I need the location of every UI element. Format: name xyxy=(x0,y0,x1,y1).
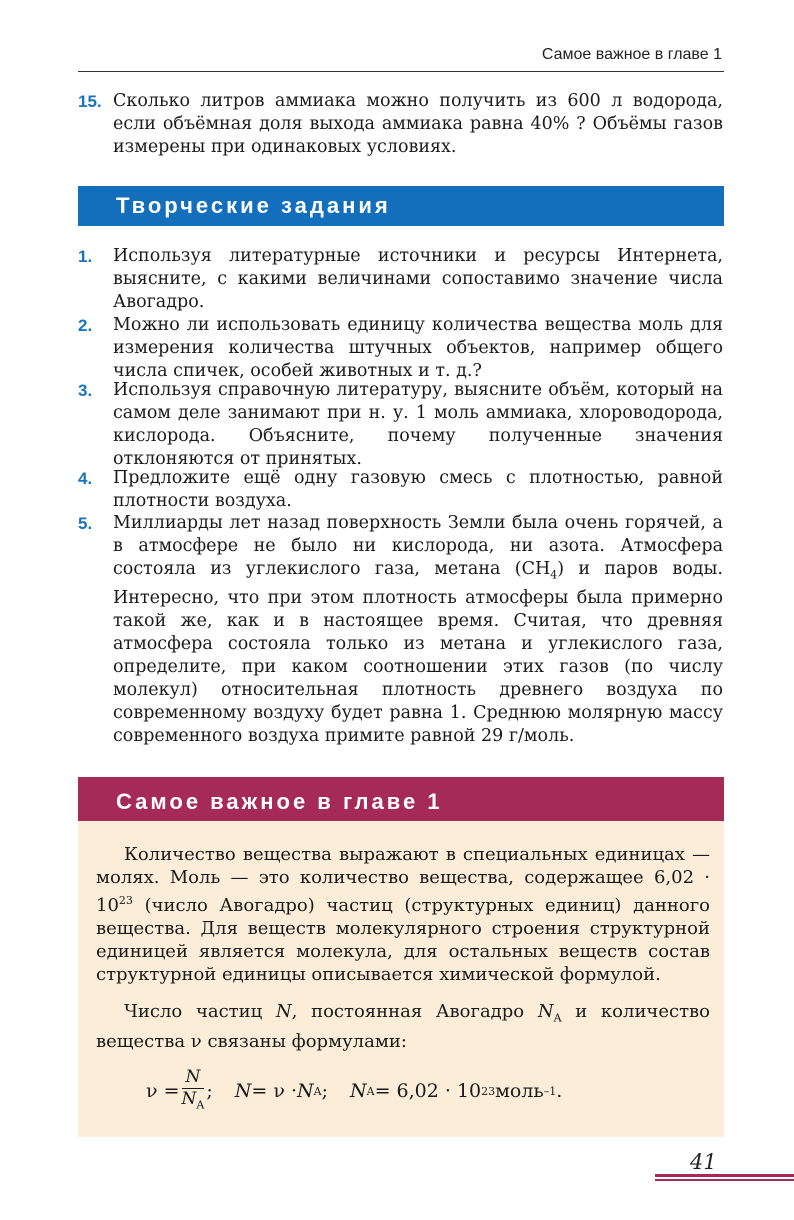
formula-line: ν = $\frac{N}{N_A}$ ; N = ν · N A ; N A = 6,02 · 10 23 моль –1 . xyxy=(146,1066,562,1116)
header-rule xyxy=(78,71,724,72)
item-number: 15. xyxy=(78,92,102,111)
summary-paragraph-2: Число частиц N, постоянная Авогадро $N_A$ и количество вещества ν связаны формулами: xyxy=(96,1001,710,1052)
creative-tasks-heading: Творческие задания xyxy=(78,186,724,226)
item-number: 1. xyxy=(78,247,93,266)
item-text: Миллиарды лет назад поверхность Земли была очень горячей, а в атмосфере не было ни кислорода, ни азота. Атмосфера состояла из углекислого газа, метана $(CH_4)$ и паров воды. Интересно, что при этом плотность атмосферы была примерно такой же, как и в настоящее время. Считая, что древняя атмосфера состояла только из метана и углекислого газа, определите, при каком соотношении этих газов (по числу молекул) относительная плотность древнего воздуха по современному воздуху будет равна 1. Среднюю молярную массу современного воздуха примите равной 29 г/моль. xyxy=(113,513,723,746)
item-text: Используя справочную литературу, выясните объём, который на самом деле занимают при н. у. 1 моль аммиака, хлороводорода, кислорода. Объясните, почему полученные значения отклоняются от принятых. xyxy=(113,380,723,469)
item-text: Сколько литров аммиака можно получить из 600 л водорода, если объёмная доля выхода аммиака равна 40% ? Объёмы газов измерены при одинаковых условиях. xyxy=(113,91,723,157)
fraction: $\frac{N}{N_A}$ xyxy=(181,1066,205,1112)
summary-heading: Самое важное в главе 1 xyxy=(78,777,724,821)
summary-paragraph-1: Количество вещества выражают в специальных единицах — молях. Моль — это количество вещества, содержащее $6,02 \cdot 10^{23}$ (число Авогадро) частиц (структурных единиц) данного вещества. Для веществ молекулярного строения структурной единицей является молекула, для остальных веществ состав структурной единицы описывается химической формулой. xyxy=(96,844,710,985)
footer-rule xyxy=(655,1174,794,1177)
item-text: Используя литературные источники и ресурсы Интернета, выясните, с какими величинами сопоставимо значение числа Авогадро. xyxy=(113,246,723,312)
item-text: Можно ли использовать единицу количества вещества моль для измерения количества штучных объектов, например общего числа спичек, особей животных и т. д.? xyxy=(113,315,723,381)
subscript: 4 xyxy=(550,568,558,582)
item-number: 5. xyxy=(78,514,93,533)
footer-rule xyxy=(655,1179,794,1181)
item-number: 3. xyxy=(78,381,93,400)
item-number: 4. xyxy=(78,469,93,488)
running-head: Самое важное в главе 1 xyxy=(541,46,722,63)
item-text: Предложите ещё одну газовую смесь с плотностью, равной плотности воздуха. xyxy=(113,468,723,511)
item-number: 2. xyxy=(78,316,93,335)
page-number: 41 xyxy=(690,1150,717,1174)
